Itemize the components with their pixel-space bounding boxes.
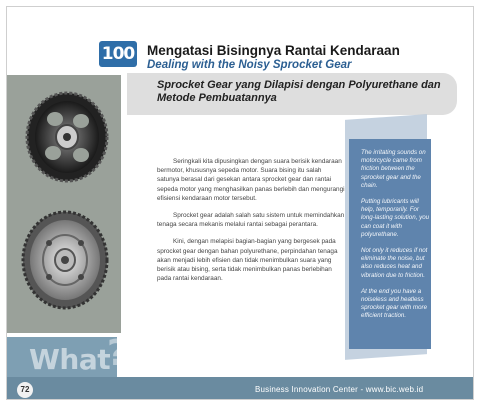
- page-title: Mengatasi Bisingnya Rantai Kendaraan: [147, 43, 400, 58]
- product-photo-panel: [7, 75, 121, 333]
- article-body: [157, 157, 345, 291]
- english-summary-text: [361, 149, 433, 329]
- footer-site-text: Business Innovation Center - www.bic.web.id: [255, 385, 424, 394]
- summary-paragraph-3: Not only it reduces if not eliminate the noise, but also reduces heat and vibration due to friction.: [361, 247, 428, 279]
- page-subtitle-english: Dealing with the Noisy Sprocket Gear: [147, 59, 352, 71]
- body-paragraph-3: Kini, dengan melapisi bagian-bagian yang bergesek pada sprocket gear dengan bahan polyurethane, perpindahan tenaga akan menjadi lebih efisien dan tidak menimbulkan suara yang berisik atau bising, serta tidak menimbulkan panas berlebihan pada rantai kendaraan.: [157, 238, 338, 283]
- summary-paragraph-1: The irritating sounds on motorcycle came from friction between the sprocket gear and the chain.: [361, 149, 426, 189]
- question-mark-watermark: ?: [107, 333, 128, 374]
- summary-paragraph-4: At the end you have a noiseless and heatless sprocket gear with more efficient traction.: [361, 287, 428, 320]
- page-number: 72: [17, 382, 33, 398]
- page: [6, 6, 474, 400]
- body-paragraph-2: Sprocket gear adalah salah satu sistem untuk memindahkan tenaga secara mekanis melalui rantai sebagai perantara.: [157, 212, 345, 229]
- summary-paragraph-2: Putting lubricants will help, temporarily. For long-lasting solution, you can coat it with polyurethane.: [361, 198, 430, 238]
- section-heading: Sprocket Gear yang Dilapisi dengan Polyurethane dan Metode Pembuatannya: [157, 79, 441, 104]
- what-watermark: What: [29, 343, 111, 376]
- sprocket-gear-photo: [15, 75, 115, 325]
- body-paragraph-1: Seringkali kita dipusingkan dengan suara berisik kendaraan bermotor, khususnya sepeda motor. Suara bising itu salah satunya berasal dari gesekan antara sprocket gear dan rantai sepeda motor yang menghasilkan panas berlebih dan mengurangi efisiensi kendaraan motor tersebut.: [157, 158, 345, 202]
- innovation-number-badge: 100: [99, 41, 137, 67]
